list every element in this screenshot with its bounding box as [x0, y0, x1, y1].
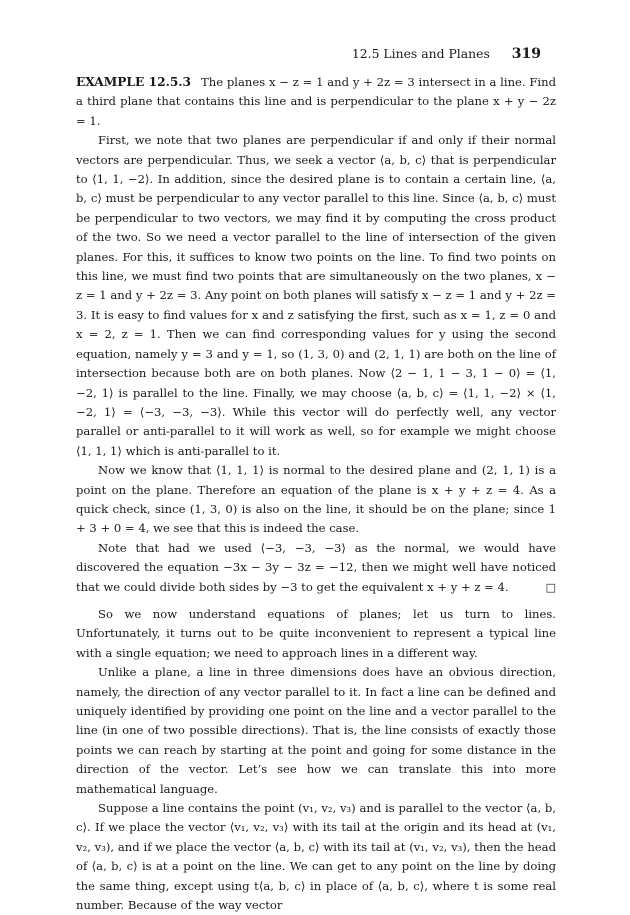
page-number: 319: [511, 46, 541, 62]
example-text: The planes x − z = 1 and y + 2z = 3 intersect in a line. Find a third plane that contains this line and is perpendicular to the plane x + y − 2z = 1.: [76, 75, 557, 128]
solution-paragraph-3-text: Note that had we used ⟨−3, −3, −3⟩ as the normal, we would have discovered the equation −3x − 3y − 3z = −12, then we might well have noticed that we could divide both sides by −3 to get the equivalent x + y + z = 4.: [76, 540, 556, 594]
body-paragraph-2: Unlike a plane, a line in three dimensions does have an obvious direction, namely, the direction of any vector parallel to it. In fact a line can be defined and uniquely identified by providing one point on the line and a vector parallel to the line (in one of two possible directions). That is, the line consists of exactly those points we can reach by starting at the point and going for some distance in the direction of the vector. Let’s see how we can translate this into more mathematical language.: [76, 665, 556, 796]
running-header: [352, 46, 541, 62]
page-body: [76, 73, 556, 915]
body-paragraph-1: So we now understand equations of planes; let us turn to lines. Unfortunately, it turns out to be quite inconvenient to represent a typical line with a single equation; we need to approach lines in a different way.: [76, 606, 556, 660]
example-statement: [76, 73, 556, 131]
example-label: EXAMPLE 12.5.3: [76, 75, 192, 89]
solution-paragraph-2: Now we know that ⟨1, 1, 1⟩ is normal to the desired plane and (2, 1, 1) is a point on the plane. Therefore an equation of the plane is x + y + z = 4. As a quick check, since (1, 3, 0) is also on the line, it should be on the plane; since 1 + 3 + 0 = 4, we see that this is indeed the case.: [76, 463, 556, 536]
solution-paragraph-3: [76, 539, 556, 597]
end-of-proof-icon: □: [545, 580, 556, 594]
section-title: 12.5 Lines and Planes: [351, 46, 490, 61]
solution-paragraph-1: First, we note that two planes are perpendicular if and only if their normal vectors are perpendicular. Thus, we seek a vector ⟨a, b, c⟩ that is perpendicular to ⟨1, 1, −2⟩. In addition, since the desired plane is to contain a certain line, ⟨a, b, c⟩ must be perpendicular to any vector parallel to this line. Since ⟨a, b, c⟩ must be perpendicular to two vectors, we may find it by computing the cross product of the two. So we need a vector parallel to the line of intersection of the given planes. For this, it suffices to know two points on the line. To find two points on this line, we must find two points that are simultaneously on the two planes, x − z = 1 and y + 2z = 3. Any point on both planes will satisfy x − z = 1 and y + 2z = 3. It is easy to find values for x and z satisfying the first, such as x = 1, z = 0 and x = 2, z = 1. Then we can find corresponding values for y using the second equation, namely y = 3 and y = 1, so (1, 3, 0) and (2, 1, 1) are both on the line of intersection because both are on both planes. Now ⟨2 − 1, 1 − 3, 1 − 0⟩ = ⟨1, −2, 1⟩ is parallel to the line. Finally, we may choose ⟨a, b, c⟩ = ⟨1, 1, −2⟩ × ⟨1, −2, 1⟩ = ⟨−3, −3, −3⟩. While this vector will do perfectly well, any vector parallel or anti-parallel to it will work as well, so for example we might choose ⟨1, 1, 1⟩ which is anti-parallel to it.: [76, 133, 556, 458]
body-paragraph-3: Suppose a line contains the point (v₁, v₂, v₃) and is parallel to the vector ⟨a, b, c⟩. If we place the vector ⟨v₁, v₂, v₃⟩ with its tail at the origin and its head at (v₁, v₂, v₃), and if we place the vector ⟨a, b, c⟩ with its tail at (v₁, v₂, v₃), then the head of ⟨a, b, c⟩ is at a point on the line. We can get to any point on the line by doing the same thing, except using t⟨a, b, c⟩ in place of ⟨a, b, c⟩, where t is some real number. Because of the way vector: [76, 801, 556, 913]
